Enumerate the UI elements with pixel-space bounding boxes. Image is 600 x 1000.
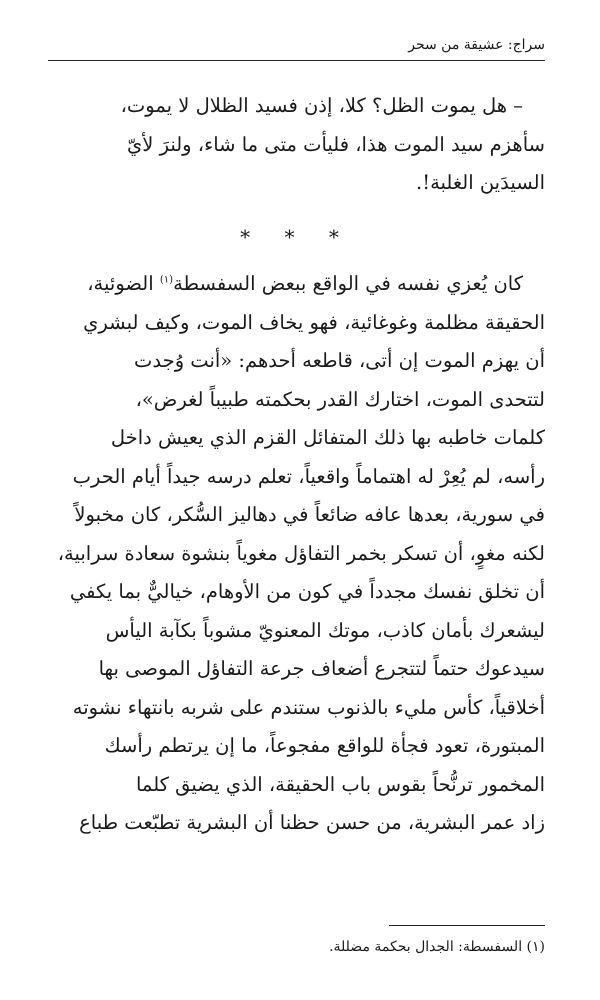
- text-line: لكنه مغوٍ، أن تسكر بخمر التفاؤل مغوياً بنشوة سعادة سرابية،: [57, 541, 545, 565]
- text-line: الحقيقة مظلمة وغوغائية، فهو يخاف الموت، وكيف لبشري: [83, 310, 545, 334]
- section-separator: * * *: [240, 225, 353, 249]
- text-line: سيدعوك حتماً لتتجرع أضعاف جرعة التفاؤل الموصى بها: [98, 657, 545, 680]
- text-line: [48, 265, 545, 304]
- text-line: رأسه، لم يُعِرْ له اهتماماً واقعياً، تعلم درسه جيداً أيام الحرب: [72, 464, 545, 488]
- text-line: أن يهزم الموت إن أتى، قاطعه أحدهم: «أنت وُجدت: [134, 349, 545, 372]
- running-header: [48, 30, 545, 61]
- running-title: سراج: عشيقة من سحر: [408, 37, 545, 53]
- footnote: [48, 936, 545, 958]
- paragraph-dialogue: [48, 87, 545, 203]
- text-line: ليشعرك بأمان كاذب، موتك المعنويّ مشوباً بكآبة اليأس: [105, 618, 545, 642]
- footnote-reference[interactable]: (١): [159, 274, 174, 286]
- paragraph-opening: كان يُعزي نفسه في الواقع ببعض السفسطة: [173, 272, 523, 295]
- text-line: لتتحدى الموت، اختارك القدر بحكمته طبيباً لغرض»،: [135, 387, 545, 411]
- text-line: كلمات خاطبه بها ذلك المتفائل القزم الذي يعيش داخل: [110, 426, 545, 449]
- footnote-text: (١) السفسطة: الجدال بحكمة مضللة.: [329, 939, 545, 955]
- footnote-divider: [389, 925, 545, 926]
- text-line: المبتورة، تعود فجأة للواقع مفجوعاً، ما إن يرتطم رأسك: [104, 734, 545, 757]
- text-line: المخمور ترنُّحاً بقوس باب الحقيقة، الذي يضيق كلما: [135, 772, 545, 796]
- text-line: أخلاقياً، كأس مليء بالذنوب ستندم على شربه بانتهاء نشوته: [72, 695, 545, 719]
- paragraph-narrative: [48, 265, 545, 843]
- paragraph-opening-rest: الضوئية،: [87, 272, 160, 295]
- text-line: – هل يموت الظل؟ كلا، إذن فسيد الظلال لا يموت،: [120, 94, 523, 117]
- text-line: في سورية، بعدها عافه ضائعاً في دهاليز السُّكر، كان مخبولاً: [74, 503, 545, 526]
- text-line: زاد عمر البشرية، من حسن حظنا أن البشرية تطبّعت طباع: [79, 811, 545, 834]
- text-line: أن تخلق نفسك مجدداً في كون من الأوهام، خياليٌّ بما يكفي: [69, 580, 545, 603]
- text-line: سأهزم سيد الموت هذا، فليأت متى ما شاء، ولنرَ لأيّ: [127, 132, 545, 156]
- text-line: السيدَين الغلبة!.: [416, 171, 545, 194]
